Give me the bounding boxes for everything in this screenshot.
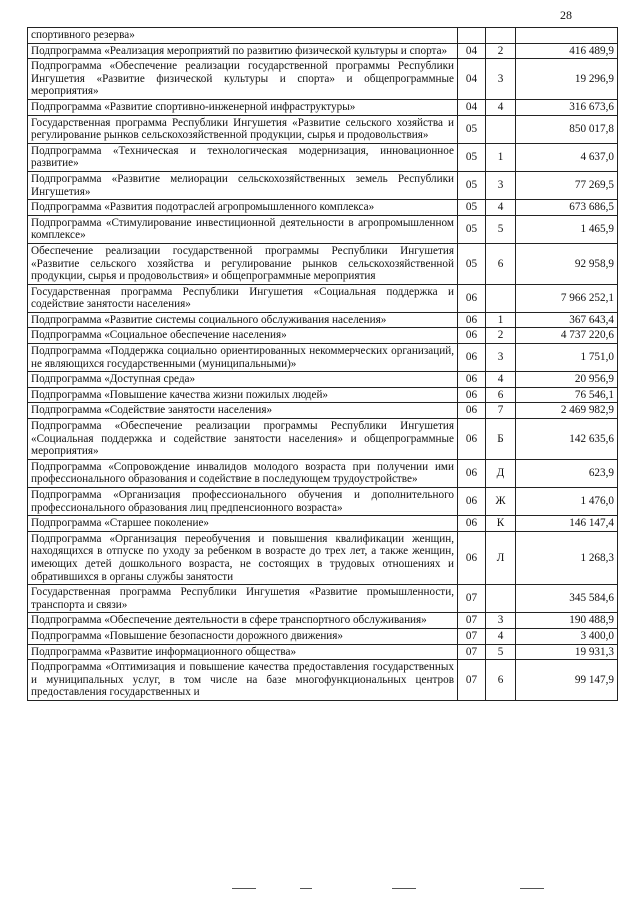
- table-row: [28, 585, 618, 613]
- row-subsection-code: [486, 28, 516, 44]
- row-section-code: 06: [458, 531, 486, 584]
- row-amount: 3 400,0: [516, 628, 618, 644]
- row-name: Подпрограмма «Социальное обеспечение населения»: [28, 328, 458, 344]
- row-name: Подпрограмма «Организация переобучения и повышения квалификации женщин, находящихся в отпуске по уходу за ребенком в возрасте до трех лет, а также женщин, имеющих детей дошкольного возраста, не состоящих в трудовых отношениях и обратившихся в органы службы занятости: [28, 531, 458, 584]
- row-amount: 20 956,9: [516, 372, 618, 388]
- row-subsection-code: 1: [486, 312, 516, 328]
- row-amount: 19 296,9: [516, 59, 618, 100]
- row-amount: 1 751,0: [516, 344, 618, 372]
- row-amount: 4 637,0: [516, 143, 618, 171]
- table-row: [28, 613, 618, 629]
- row-subsection-code: 4: [486, 99, 516, 115]
- row-name: Подпрограмма «Обеспечение деятельности в сфере транспортного обслуживания»: [28, 613, 458, 629]
- row-name: Подпрограмма «Реализация мероприятий по развитию физической культуры и спорта»: [28, 43, 458, 59]
- row-amount: 1 476,0: [516, 488, 618, 516]
- table-row: [28, 344, 618, 372]
- row-name: спортивного резерва»: [28, 28, 458, 44]
- row-amount: 1 268,3: [516, 531, 618, 584]
- table-row: [28, 312, 618, 328]
- table-row: [28, 419, 618, 460]
- row-name: Подпрограмма «Сопровождение инвалидов молодого возраста при получении ими профессионального образования и содействие в последующем трудоустройстве»: [28, 459, 458, 487]
- row-amount: 146 147,4: [516, 516, 618, 532]
- row-subsection-code: Ж: [486, 488, 516, 516]
- row-section-code: 05: [458, 143, 486, 171]
- row-amount: 673 686,5: [516, 200, 618, 216]
- row-amount: 850 017,8: [516, 115, 618, 143]
- row-subsection-code: 6: [486, 243, 516, 284]
- row-amount: 99 147,9: [516, 660, 618, 701]
- row-section-code: 07: [458, 660, 486, 701]
- row-subsection-code: 3: [486, 344, 516, 372]
- table-row: [28, 243, 618, 284]
- row-name: Подпрограмма «Обеспечение реализации программы Республики Ингушетия «Социальная поддержка и содействие занятости населения» и общепрограммные мероприятия»: [28, 419, 458, 460]
- row-amount: 345 584,6: [516, 585, 618, 613]
- page-number: 28: [560, 8, 572, 22]
- table-row: [28, 372, 618, 388]
- row-name: Подпрограмма «Обеспечение реализации государственной программы Республики Ингушетия «Развитие физической культуры и спорта» и общепрограммные мероприятия»: [28, 59, 458, 100]
- row-subsection-code: 3: [486, 613, 516, 629]
- row-subsection-code: [486, 585, 516, 613]
- table-row: [28, 200, 618, 216]
- row-amount: 190 488,9: [516, 613, 618, 629]
- row-section-code: [458, 28, 486, 44]
- row-amount: [516, 28, 618, 44]
- row-name: Подпрограмма «Развитие мелиорации сельскохозяйственных земель Республики Ингушетия»: [28, 171, 458, 199]
- row-section-code: 06: [458, 284, 486, 312]
- table-row: [28, 28, 618, 44]
- row-name: Подпрограмма «Развития подотраслей агропромышленного комплекса»: [28, 200, 458, 216]
- row-subsection-code: 6: [486, 387, 516, 403]
- row-name: Подпрограмма «Организация профессионального обучения и дополнительного профессионального образования лиц предпенсионного возраста»: [28, 488, 458, 516]
- row-section-code: 04: [458, 43, 486, 59]
- row-subsection-code: 4: [486, 200, 516, 216]
- row-amount: 623,9: [516, 459, 618, 487]
- row-amount: 1 465,9: [516, 215, 618, 243]
- row-section-code: 07: [458, 628, 486, 644]
- table-row: [28, 171, 618, 199]
- row-amount: 2 469 982,9: [516, 403, 618, 419]
- row-section-code: 04: [458, 59, 486, 100]
- table-row: [28, 644, 618, 660]
- row-subsection-code: [486, 284, 516, 312]
- row-name: Государственная программа Республики Ингушетия «Социальная поддержка и содействие занятости населения»: [28, 284, 458, 312]
- row-section-code: 06: [458, 403, 486, 419]
- table-row: [28, 628, 618, 644]
- row-subsection-code: К: [486, 516, 516, 532]
- table-row: [28, 403, 618, 419]
- row-name: Подпрограмма «Старшее поколение»: [28, 516, 458, 532]
- page-bottom-marks: [0, 888, 640, 898]
- row-subsection-code: 4: [486, 628, 516, 644]
- row-amount: 367 643,4: [516, 312, 618, 328]
- row-section-code: 07: [458, 644, 486, 660]
- table-row: [28, 284, 618, 312]
- table-row: [28, 115, 618, 143]
- row-section-code: 04: [458, 99, 486, 115]
- row-amount: 4 737 220,6: [516, 328, 618, 344]
- row-name: Подпрограмма «Развитие информационного общества»: [28, 644, 458, 660]
- row-subsection-code: 7: [486, 403, 516, 419]
- row-subsection-code: 1: [486, 143, 516, 171]
- row-section-code: 06: [458, 372, 486, 388]
- row-name: Подпрограмма «Оптимизация и повышение качества предоставления государственных и муниципальных услуг, в том числе на базе многофункциональных центров предоставления государственных и: [28, 660, 458, 701]
- table-row: [28, 660, 618, 701]
- row-name: Подпрограмма «Повышение безопасности дорожного движения»: [28, 628, 458, 644]
- row-name: Подпрограмма «Развитие системы социального обслуживания населения»: [28, 312, 458, 328]
- table-row: [28, 531, 618, 584]
- table-row: [28, 328, 618, 344]
- table-row: [28, 215, 618, 243]
- row-amount: 76 546,1: [516, 387, 618, 403]
- row-section-code: 05: [458, 171, 486, 199]
- row-section-code: 06: [458, 516, 486, 532]
- row-subsection-code: 5: [486, 215, 516, 243]
- row-amount: 19 931,3: [516, 644, 618, 660]
- row-name: Подпрограмма «Поддержка социально ориентированных некоммерческих организаций, не являющихся государственными (муниципальными)»: [28, 344, 458, 372]
- row-section-code: 07: [458, 585, 486, 613]
- table-row: [28, 43, 618, 59]
- row-section-code: 05: [458, 215, 486, 243]
- table-row: [28, 99, 618, 115]
- table-row: [28, 59, 618, 100]
- budget-table: [27, 27, 618, 701]
- row-subsection-code: [486, 115, 516, 143]
- table-row: [28, 516, 618, 532]
- row-subsection-code: Б: [486, 419, 516, 460]
- row-section-code: 06: [458, 459, 486, 487]
- row-subsection-code: Л: [486, 531, 516, 584]
- row-name: Подпрограмма «Повышение качества жизни пожилых людей»: [28, 387, 458, 403]
- row-amount: 77 269,5: [516, 171, 618, 199]
- row-section-code: 06: [458, 488, 486, 516]
- row-subsection-code: Д: [486, 459, 516, 487]
- row-subsection-code: 2: [486, 328, 516, 344]
- row-section-code: 05: [458, 243, 486, 284]
- row-name: Подпрограмма «Доступная среда»: [28, 372, 458, 388]
- row-name: Подпрограмма «Развитие спортивно-инженерной инфраструктуры»: [28, 99, 458, 115]
- row-name: Обеспечение реализации государственной программы Республики Ингушетия «Развитие сельского хозяйства и регулирование рынков сельскохозяйственной продукции, сырья и продовольствия» и общепрограммные мероприятия: [28, 243, 458, 284]
- row-section-code: 06: [458, 419, 486, 460]
- row-subsection-code: 3: [486, 171, 516, 199]
- row-subsection-code: 5: [486, 644, 516, 660]
- row-name: Государственная программа Республики Ингушетия «Развитие промышленности, транспорта и связи»: [28, 585, 458, 613]
- row-amount: 316 673,6: [516, 99, 618, 115]
- row-name: Подпрограмма «Стимулирование инвестиционной деятельности в агропромышленном комплексе»: [28, 215, 458, 243]
- row-subsection-code: 2: [486, 43, 516, 59]
- row-section-code: 07: [458, 613, 486, 629]
- row-subsection-code: 4: [486, 372, 516, 388]
- row-subsection-code: 6: [486, 660, 516, 701]
- row-section-code: 06: [458, 328, 486, 344]
- row-name: Подпрограмма «Содействие занятости населения»: [28, 403, 458, 419]
- row-section-code: 05: [458, 200, 486, 216]
- row-amount: 416 489,9: [516, 43, 618, 59]
- row-amount: 142 635,6: [516, 419, 618, 460]
- table-row: [28, 488, 618, 516]
- table-row: [28, 387, 618, 403]
- row-section-code: 05: [458, 115, 486, 143]
- row-section-code: 06: [458, 387, 486, 403]
- row-section-code: 06: [458, 344, 486, 372]
- row-subsection-code: 3: [486, 59, 516, 100]
- row-amount: 7 966 252,1: [516, 284, 618, 312]
- row-name: Подпрограмма «Техническая и технологическая модернизация, инновационное развитие»: [28, 143, 458, 171]
- row-section-code: 06: [458, 312, 486, 328]
- table-row: [28, 143, 618, 171]
- table-row: [28, 459, 618, 487]
- row-name: Государственная программа Республики Ингушетия «Развитие сельского хозяйства и регулирование рынков сельскохозяйственной продукции, сырья и продовольствия»: [28, 115, 458, 143]
- row-amount: 92 958,9: [516, 243, 618, 284]
